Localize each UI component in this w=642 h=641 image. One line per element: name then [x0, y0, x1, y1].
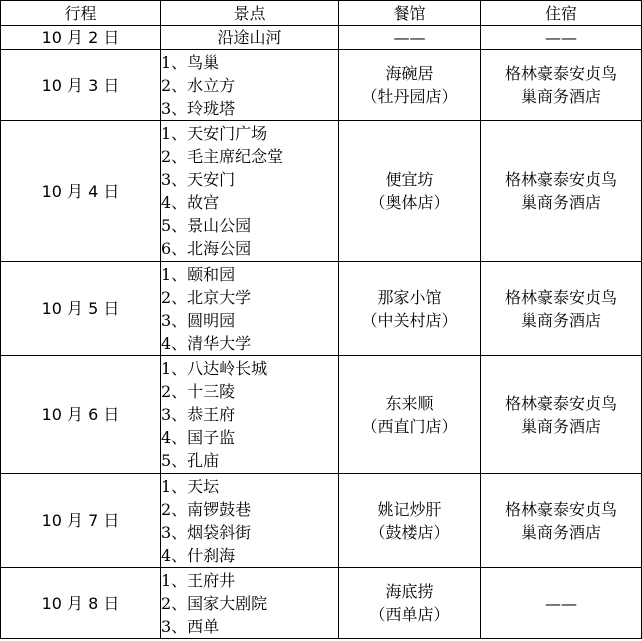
date-cell: 10 月 4 日 [1, 121, 161, 262]
attraction-item: 5、孔庙 [161, 451, 220, 470]
restaurant-line: 海碗居 [385, 64, 434, 83]
attraction-item: 3、圆明园 [161, 310, 236, 330]
attraction-item: 1、王府井 [161, 570, 236, 590]
attractions-cell [161, 568, 339, 639]
hotel-cell [481, 26, 642, 50]
hotel-cell [481, 356, 642, 474]
header-restaurant: 餐馆 [339, 1, 481, 26]
attraction-item: 6、北海公园 [161, 239, 252, 258]
restaurant-line: （中关村店） [361, 310, 458, 330]
hotel-cell [481, 474, 642, 568]
hotel-cell [481, 50, 642, 121]
table-row [1, 262, 642, 356]
table-row [1, 568, 642, 639]
header-attractions: 景点 [161, 1, 339, 26]
restaurant-line: （西单店） [369, 605, 450, 624]
restaurant-cell [339, 356, 481, 474]
attraction-item: 3、天安门 [161, 170, 236, 189]
header-row [1, 1, 642, 26]
table-row [1, 474, 642, 568]
restaurant-line: 便宜坊 [385, 170, 434, 189]
hotel-line: 巢商务酒店 [520, 522, 601, 542]
attraction-item: 3、恭王府 [161, 405, 236, 424]
hotel-line: 格林豪泰安贞鸟 [504, 499, 617, 519]
restaurant-line: 东来顺 [385, 393, 434, 413]
attraction-item: 4、故宫 [161, 193, 220, 212]
restaurant-cell [339, 26, 481, 50]
table-row [1, 26, 642, 50]
hotel-line: 格林豪泰安贞鸟 [504, 170, 617, 189]
restaurant-cell [339, 121, 481, 262]
attraction-item: 2、水立方 [161, 75, 236, 95]
attraction-item: 4、清华大学 [161, 333, 252, 353]
restaurant-line: —— [393, 28, 426, 47]
restaurant-cell [339, 50, 481, 121]
attraction-item: 3、西单 [161, 616, 220, 636]
attractions-cell [161, 26, 339, 50]
restaurant-line: （西直门店） [361, 416, 458, 436]
date-cell: 10 月 3 日 [1, 50, 161, 121]
restaurant-line: 姚记炒肝 [377, 499, 442, 519]
hotel-line: 巢商务酒店 [520, 310, 601, 330]
attractions-cell [161, 121, 339, 262]
attraction-item: 1、颐和园 [161, 264, 236, 284]
hotel-line: 格林豪泰安贞鸟 [504, 287, 617, 307]
attraction-item: 2、北京大学 [161, 287, 252, 307]
hotel-line: 格林豪泰安贞鸟 [504, 64, 617, 83]
date-cell: 10 月 2 日 [1, 26, 161, 50]
attraction-item: 3、玲珑塔 [161, 98, 236, 118]
attraction-item: 5、景山公园 [161, 216, 252, 235]
attraction-item: 4、什刹海 [161, 545, 236, 565]
date-cell: 10 月 6 日 [1, 356, 161, 474]
hotel-line: 巢商务酒店 [520, 416, 601, 436]
date-cell: 10 月 5 日 [1, 262, 161, 356]
attraction-item: 2、国家大剧院 [161, 593, 268, 613]
attraction-item: 1、天坛 [161, 476, 220, 496]
attraction-item: 1、八达岭长城 [161, 359, 268, 378]
hotel-line: —— [545, 593, 577, 613]
restaurant-line: （牡丹园店） [361, 87, 458, 106]
date-cell: 10 月 7 日 [1, 474, 161, 568]
table-row [1, 50, 642, 121]
restaurant-cell [339, 474, 481, 568]
restaurant-line: （鼓楼店） [369, 522, 450, 542]
hotel-cell [481, 262, 642, 356]
hotel-line: —— [545, 28, 577, 47]
attractions-cell [161, 262, 339, 356]
restaurant-line: （奥体店） [369, 193, 450, 212]
attractions-cell [161, 356, 339, 474]
attraction-item: 2、十三陵 [161, 382, 236, 401]
hotel-cell [481, 121, 642, 262]
hotel-cell [481, 568, 642, 639]
attractions-cell [161, 50, 339, 121]
restaurant-line: 那家小馆 [377, 287, 442, 307]
restaurant-line: 海底捞 [385, 582, 434, 601]
date-cell: 10 月 8 日 [1, 568, 161, 639]
restaurant-cell [339, 262, 481, 356]
attractions-cell [161, 474, 339, 568]
attraction-item: 3、烟袋斜街 [161, 522, 252, 542]
attraction-item: 4、国子监 [161, 428, 236, 447]
attraction-item: 1、天安门广场 [161, 124, 268, 143]
header-schedule: 行程 [1, 1, 161, 26]
table-row [1, 356, 642, 474]
itinerary-body [1, 26, 642, 639]
header-accommodation: 住宿 [481, 1, 642, 26]
restaurant-cell [339, 568, 481, 639]
attraction-item: 2、毛主席纪念堂 [161, 147, 284, 166]
hotel-line: 格林豪泰安贞鸟 [504, 393, 617, 413]
hotel-line: 巢商务酒店 [520, 193, 601, 212]
hotel-line: 巢商务酒店 [520, 87, 601, 106]
attraction-item: 1、鸟巢 [161, 52, 220, 72]
attraction-item: 2、南锣鼓巷 [161, 499, 252, 519]
attraction-item: 沿途山河 [217, 28, 282, 47]
table-row [1, 121, 642, 262]
